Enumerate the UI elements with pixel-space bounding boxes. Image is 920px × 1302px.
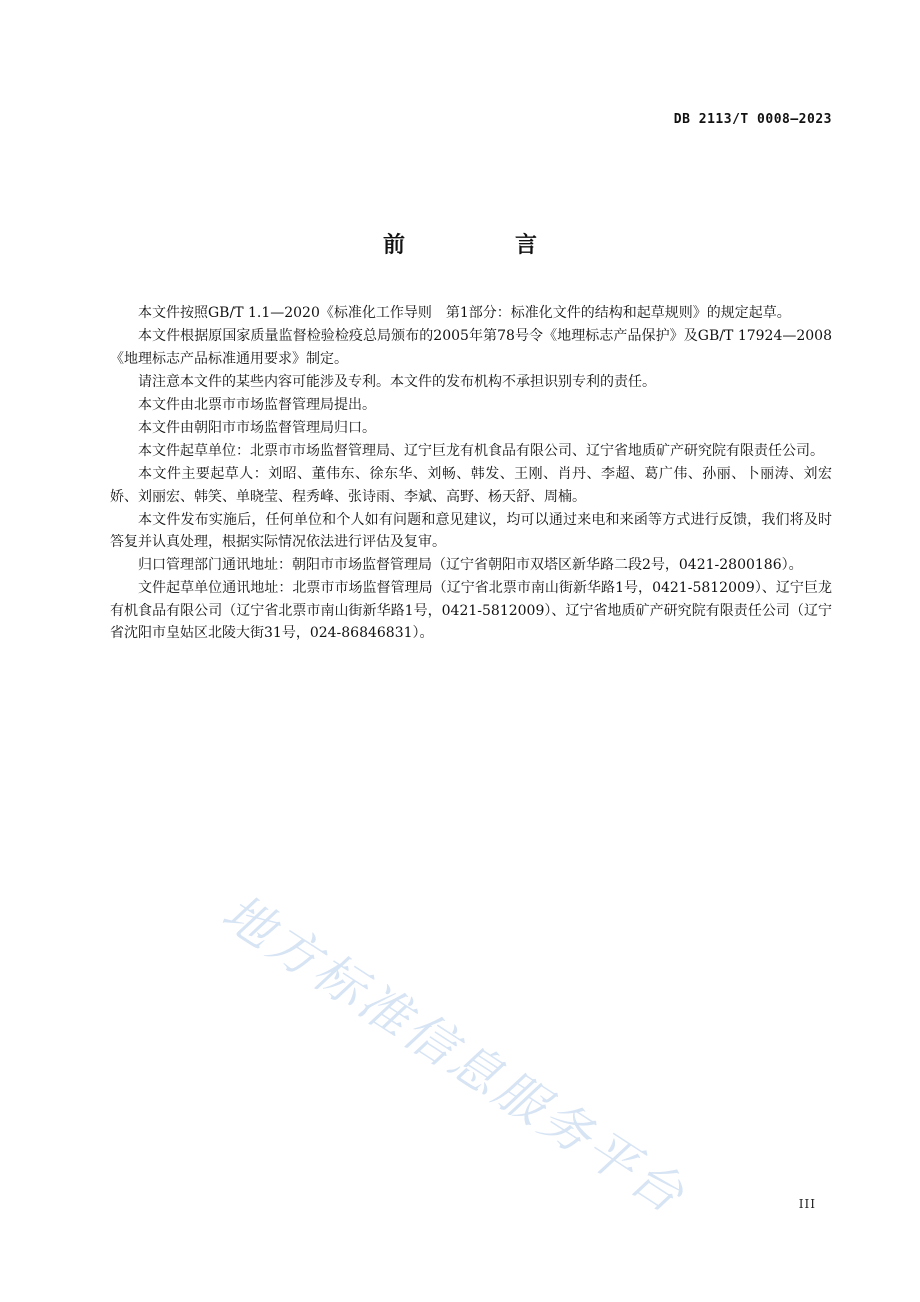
watermark: 地方标准信息服务平台 <box>212 883 697 1226</box>
paragraph-proposer: 本文件由北票市市场监督管理局提出。 <box>138 396 376 413</box>
paragraph-basis: 本文件根据原国家质量监督检验检疫总局颁布的2005年第78号令《地理标志产品保护》及GB/T 17924—2008《地理标志产品标准通用要求》制定。 <box>110 328 832 367</box>
paragraph-admin-address: 归口管理部门通讯地址：朝阳市市场监督管理局（辽宁省朝阳市双塔区新华路二段2号，0421-2800186）。 <box>138 557 803 574</box>
paragraph-patent-notice: 请注意本文件的某些内容可能涉及专利。本文件的发布机构不承担识别专利的责任。 <box>138 373 656 390</box>
paragraph-drafting-rules: 本文件按照GB/T 1.1—2020《标准化工作导则 第1部分：标准化文件的结构和起草规则》的规定起草。 <box>138 305 791 321</box>
document-code: DB 2113/T 0008—2023 <box>673 112 832 127</box>
foreword-body <box>110 302 832 645</box>
paragraph-drafters: 本文件主要起草人：刘昭、董伟东、徐东华、刘畅、韩发、王刚、肖丹、李超、葛广伟、孙丽、卜丽涛、刘宏娇、刘丽宏、韩笑、单晓莹、程秀峰、张诗雨、李斌、高野、杨天舒、周楠。 <box>110 466 832 505</box>
page-title: 前 言 <box>382 233 581 258</box>
paragraph-drafter-address: 文件起草单位通讯地址：北票市市场监督管理局（辽宁省北票市南山街新华路1号，0421-5812009）、辽宁巨龙有机食品有限公司（辽宁省北票市南山街新华路1号，0421-5812009）、辽宁省地质矿产研究院有限责任公司（辽宁省沈阳市皇姑区北陵大街31号，024-86846831）。 <box>110 580 832 642</box>
paragraph-administrator: 本文件由朝阳市市场监督管理局归口。 <box>138 419 376 436</box>
page-number: III <box>798 1197 816 1211</box>
paragraph-drafting-units: 本文件起草单位：北票市市场监督管理局、辽宁巨龙有机食品有限公司、辽宁省地质矿产研究院有限责任公司。 <box>138 442 824 459</box>
paragraph-feedback: 本文件发布实施后，任何单位和个人如有问题和意见建议，均可以通过来电和来函等方式进行反馈，我们将及时答复并认真处理，根据实际情况依法进行评估及复审。 <box>110 511 832 551</box>
